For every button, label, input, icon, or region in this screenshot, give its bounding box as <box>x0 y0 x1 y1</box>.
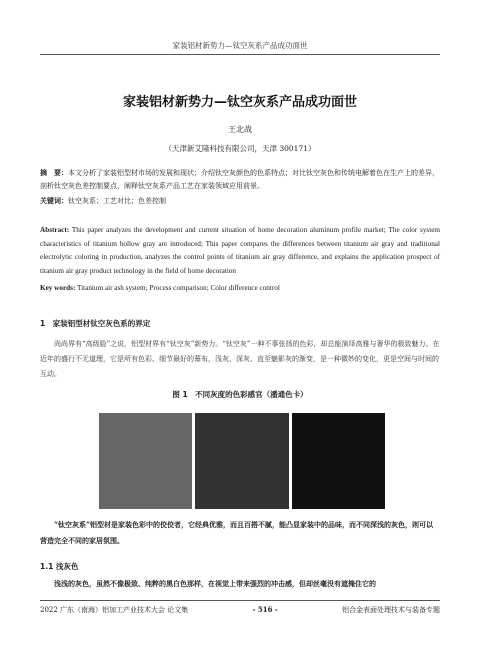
abstract-en-text: This paper analyzes the development and current situation of home decoration aluminum profile market; The color system characteristics of titanium hollow gray are introduced; This paper compares the differences between titanium air gray and traditional electrolytic coloring in production, analyzes the control points of titanium air gray difference, and explains the application prospect of titanium air gray product technology in the field of home decoration <box>40 226 440 275</box>
abstract-cn-text: 本文分析了家装铝型材市场的发展和现状；介绍钛空灰颜色的色系特点；对比钛空灰色和传统电解着色在生产上的差异，剖析钛空灰色差控制要点，阐释钛空灰系产品工艺在家装领域应用前景。 <box>40 169 439 190</box>
page-footer <box>40 605 440 615</box>
paper-title: 家装铝材新势力—钛空灰系产品成功面世 <box>122 95 357 110</box>
swatch-near-black <box>292 413 385 509</box>
affiliation: （天津新艾隆科技有限公司，天津 300171） <box>164 144 316 153</box>
section-1-1-heading: 1.1 浅灰色 <box>40 562 79 571</box>
swatch-light-gray <box>99 413 192 509</box>
abstract-cn <box>40 166 440 193</box>
keywords-en-label: Key words: <box>40 284 76 292</box>
keywords-en <box>40 282 440 295</box>
body-paragraph-2: “钛空灰系”铝型材是家装色彩中的佼佼者，它经典优雅，而且百搭不腻，能凸显家装中的品味，而不同深浅的灰色，则可以营造完全不同的家居氛围。 <box>40 520 434 545</box>
keywords-en-text: Titanium air ash system; Process comparison; Color difference control <box>75 284 280 292</box>
figure-1-swatches <box>99 413 385 509</box>
footer-right: 铝合金表面处理技术与装备专题 <box>342 606 440 614</box>
section-1-paragraph: 尚尚界有“高级脸”之说，铝型材界有“钛空灰”新势力。“钛空灰”一种不事张扬的色彩，却总能演绎高雅与奢华的极致魅力。在近年的盛行不无道理，它是所有色彩、细节最好的幕布，浅灰、深灰、直至魅影灰的渐变，是一种微妙的变化，更是空间与时间的互动。 <box>40 340 440 378</box>
figure-1-caption: 图 1 不同灰度的色彩感官（潘通色卡） <box>172 390 308 399</box>
swatch-dark-gray <box>195 413 288 509</box>
keywords-cn <box>40 194 440 208</box>
abstract-cn-label: 摘 要： <box>40 168 68 177</box>
footer-left: 2022 广东（南海）铝加工产业技术大会 论文集 <box>40 606 189 614</box>
abstract-en <box>40 224 440 278</box>
body-paragraph-3: 浅浅的灰色，虽然不像极致、纯粹的黑白色那样，在视觉上带来强烈的冲击感，但却丝毫没有遮掩住它的 <box>54 579 376 588</box>
running-head: 家装铝材新势力—钛空灰系产品成功面世 <box>172 41 308 50</box>
section-1-heading: 1 家装铝型材钛空灰色系的界定 <box>40 319 151 328</box>
author: 王北战 <box>228 125 252 134</box>
keywords-cn-text: 钛空灰系；工艺对比；色差控制 <box>68 197 166 205</box>
abstract-en-label: Abstract: <box>40 226 70 234</box>
header-rule <box>40 54 440 55</box>
page-number: - 516 - <box>252 605 278 614</box>
keywords-cn-label: 关键词： <box>40 196 68 205</box>
footer-rule <box>40 600 440 601</box>
